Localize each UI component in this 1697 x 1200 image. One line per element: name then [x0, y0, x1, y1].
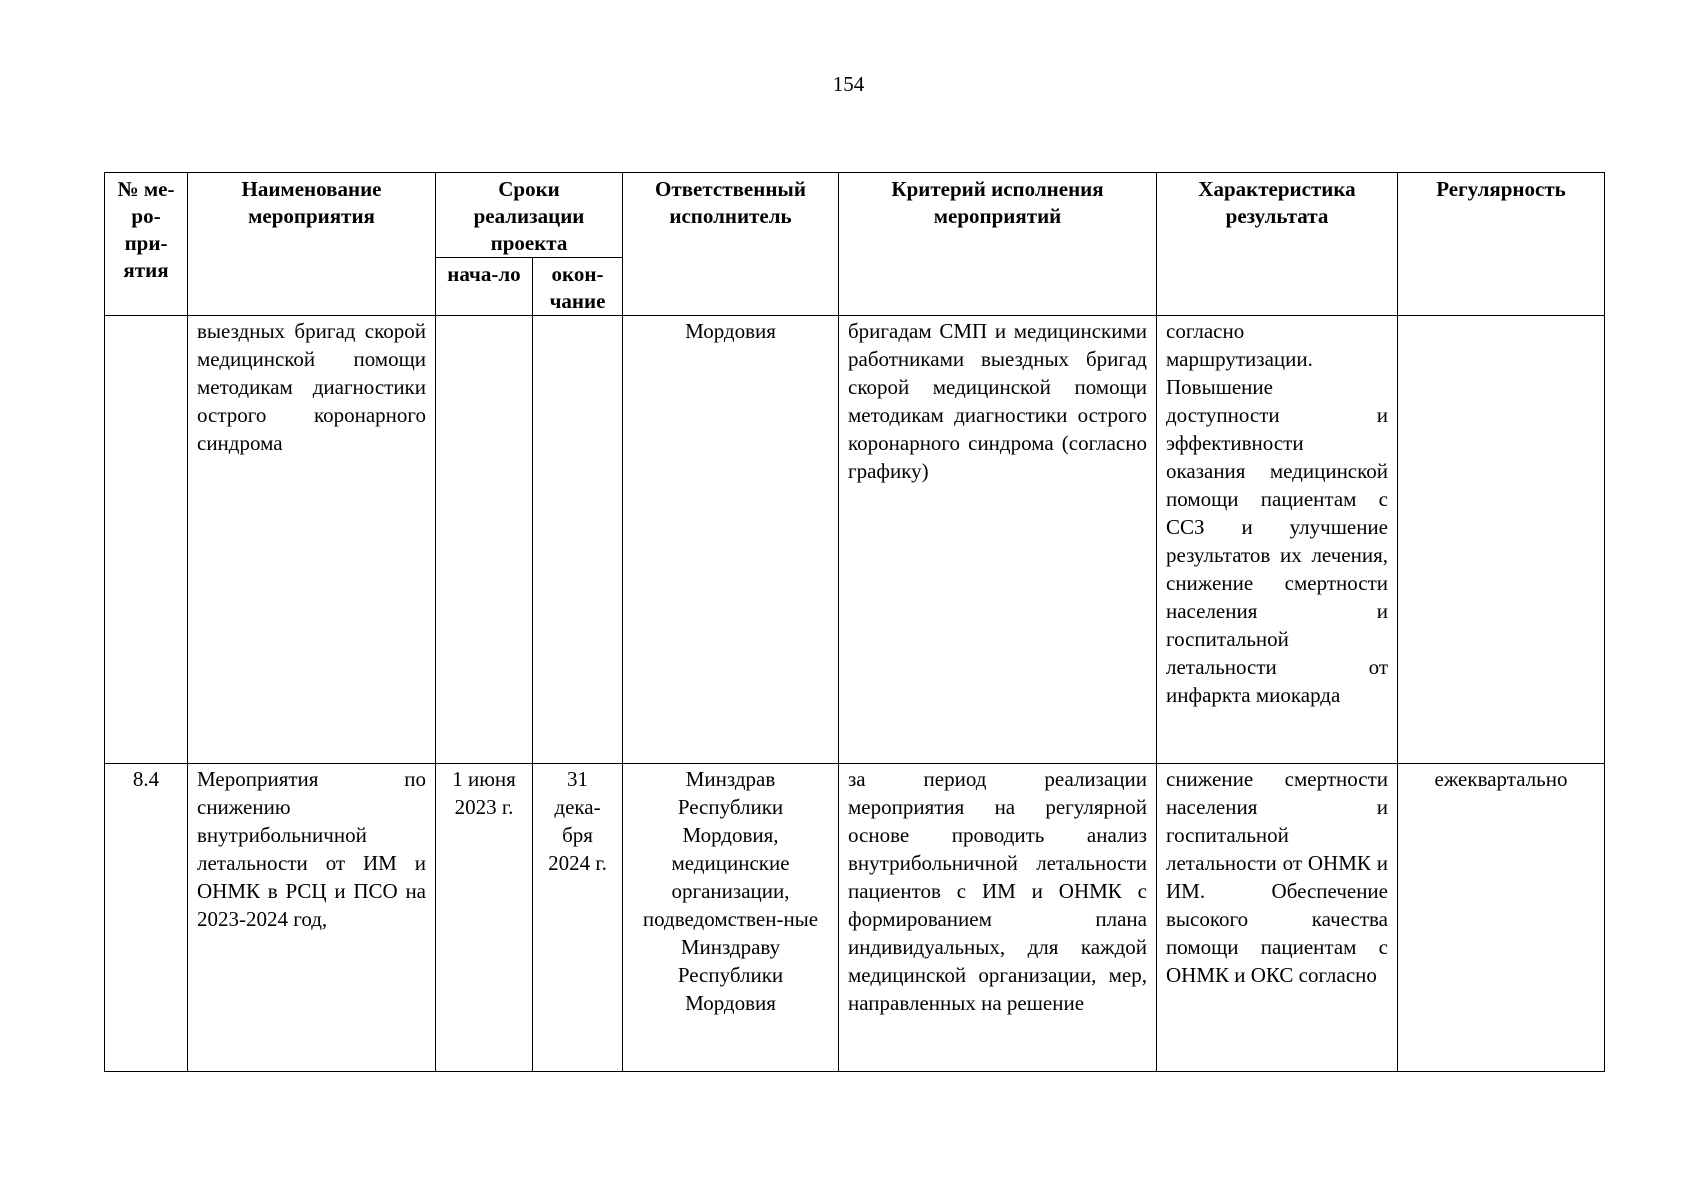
cell-num: [105, 316, 188, 764]
header-start: нача-ло: [436, 258, 533, 316]
header-name: Наименование мероприятия: [188, 173, 436, 316]
cell-regularity: ежеквартально: [1398, 764, 1605, 1072]
cell-name: выездных бригад скорой медицинской помощи методикам диагностики острого коронарного синдрома: [188, 316, 436, 764]
header-responsible: Ответственный исполнитель: [623, 173, 839, 316]
header-terms: Сроки реализации проекта: [436, 173, 623, 258]
cell-responsible: Мордовия: [623, 316, 839, 764]
cell-num: 8.4: [105, 764, 188, 1072]
header-end: окон-чание: [533, 258, 623, 316]
header-num: № ме-ро-при-ятия: [105, 173, 188, 316]
cell-start: 1 июня 2023 г.: [436, 764, 533, 1072]
cell-result: снижение смертности населения и госпитальной летальности от ОНМК и ИМ. Обеспечение высокого качества помощи пациентам с ОНМК и ОКС согласно: [1157, 764, 1398, 1072]
header-criterion: Критерий исполнения мероприятий: [839, 173, 1157, 316]
cell-result: согласно маршрутизации. Повышение доступности и эффективности оказания медицинской помощи пациентам с ССЗ и улучшение результатов их лечения, снижение смертности населения и госпитальной летальности от инфаркта миокарда: [1157, 316, 1398, 764]
cell-criterion: бригадам СМП и медицинскими работниками выездных бригад скорой медицинской помощи методикам диагностики острого коронарного синдрома (согласно графику): [839, 316, 1157, 764]
table-row: [105, 764, 1605, 1072]
activities-table: [104, 172, 1605, 1072]
header-regularity: Регулярность: [1398, 173, 1605, 316]
header-result: Характеристика результата: [1157, 173, 1398, 316]
table-row: [105, 316, 1605, 764]
cell-regularity: [1398, 316, 1605, 764]
cell-start: [436, 316, 533, 764]
page-number: 154: [832, 72, 865, 96]
cell-name: Мероприятия по снижению внутрибольничной летальности от ИМ и ОНМК в РСЦ и ПСО на 2023-2024 год,: [188, 764, 436, 1072]
cell-end: 31 дека-бря 2024 г.: [533, 764, 623, 1072]
cell-responsible: Минздрав Республики Мордовия, медицинские организации, подведомствен-ные Минздраву Республики Мордовия: [623, 764, 839, 1072]
header-row-top: [105, 173, 1605, 258]
cell-criterion: за период реализации мероприятия на регулярной основе проводить анализ внутрибольничной летальности пациентов с ИМ и ОНМК с формированием плана индивидуальных, для каждой медицинской организации, мер, направленных на решение: [839, 764, 1157, 1072]
cell-end: [533, 316, 623, 764]
